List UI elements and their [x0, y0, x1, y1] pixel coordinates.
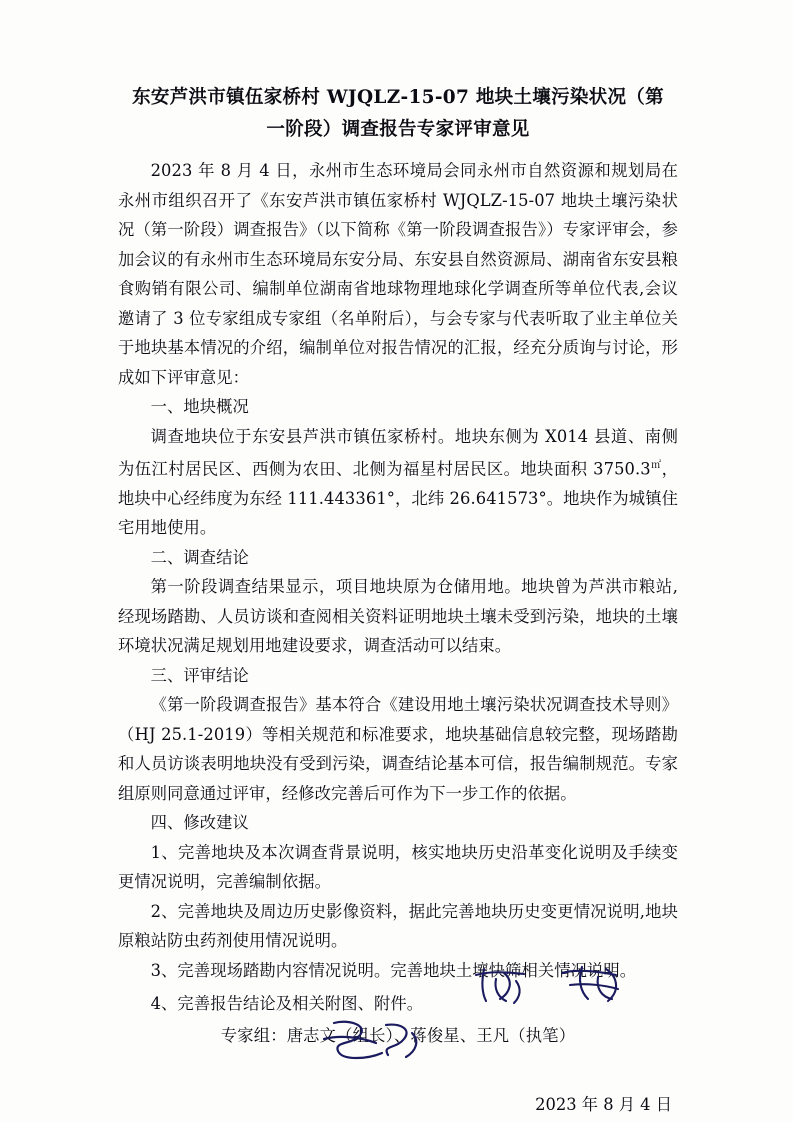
section-1-body-prefix: 调查地块位于东安县芦洪市镇伍家桥村。地块东侧为 X014 县道、南侧为伍江村居民区、西侧为农田、北侧为福星村居民区。地块面积 3750.3: [118, 426, 678, 479]
section-3-body: 《第一阶段调查报告》基本符合《建设用地土壤污染状况调查技术导则》（HJ 25.1-2019）等相关规范和标准要求，地块基础信息较完整，现场踏勘和人员访谈表明地块没有受到污染，调查结论基本可信，报告编制规范。专家组原则同意通过评审，经修改完善后可作为下一步工作的依据。: [118, 695, 678, 803]
suggestion-item-3: 3、完善现场踏勘内容情况说明。完善地块土壤快筛相关情况说明。: [150, 960, 637, 980]
intro-paragraph: 2023 年 8 月 4 日，永州市生态环境局会同永州市自然资源和规划局在永州市组织召开了《东安芦洪市镇伍家桥村 WJQLZ-15-07 地块土壤污染状况（第一阶段）调查报告》（以下简称《第一阶段调查报告》）专家评审会，参加会议的有永州市生态环境局东安分局、东安县自然资源局、湖南省东安县粮食购销有限公司、编制单位湖南省地球物理地球化学调查所等单位代表,会议邀请了 3 位专家组成专家组（名单附后），与会专家与代表听取了业主单位关于地块基本情况的介绍，编制单位对报告情况的汇报，经充分质询与讨论，形成如下评审意见：: [118, 161, 678, 387]
section-4-heading: 四、修改建议: [150, 813, 249, 833]
expert-group-line: 专家组：唐志文（组长）、蒋俊星、王凡（执笔）: [220, 1025, 576, 1045]
section-1-heading: 一、地块概况: [150, 397, 249, 416]
section-1-body: [118, 422, 678, 543]
suggestion-item-4: 4、完善报告结论及相关附图、附件。: [150, 994, 424, 1014]
section-1-body-unit: ㎡: [650, 460, 662, 471]
suggestion-item-2: 2、完善地块及周边历史影像资料，据此完善地块历史变更情况说明,地块原粮站防虫药剂使用情况说明。: [118, 901, 678, 951]
signature-block: [118, 989, 678, 1120]
suggestion-item-1: 1、完善地块及本次调查背景说明，核实地块历史沿革变化说明及手续变更情况说明，完善编制依据。: [118, 842, 678, 892]
section-2-body: 第一阶段调查结果显示，项目地块原为仓储用地。地块曾为芦洪市粮站,经现场踏勘、人员访谈和查阅相关资料证明地块土壤未受到污染，地块的土壤环境状况满足规划用地建设要求，调查活动可以结束。: [118, 577, 678, 656]
page-title: [118, 82, 678, 146]
signature-date: 2023 年 8 月 4 日: [535, 1095, 672, 1115]
section-3-heading: 三、评审结论: [150, 665, 249, 685]
page-title-line-2: 一阶段）调查报告专家评审意见: [266, 119, 530, 140]
section-2-heading: 二、调查结论: [150, 547, 249, 567]
section-1-body-suffix: ，地块中心经纬度为东经 111.443361°，北纬 26.641573°。地块作为城镇住宅用地使用。: [118, 459, 678, 538]
document-body: [118, 82, 678, 1120]
page-title-line-1: 东安芦洪市镇伍家桥村 WJQLZ-15-07 地块土壤污染状况（第: [132, 87, 664, 108]
